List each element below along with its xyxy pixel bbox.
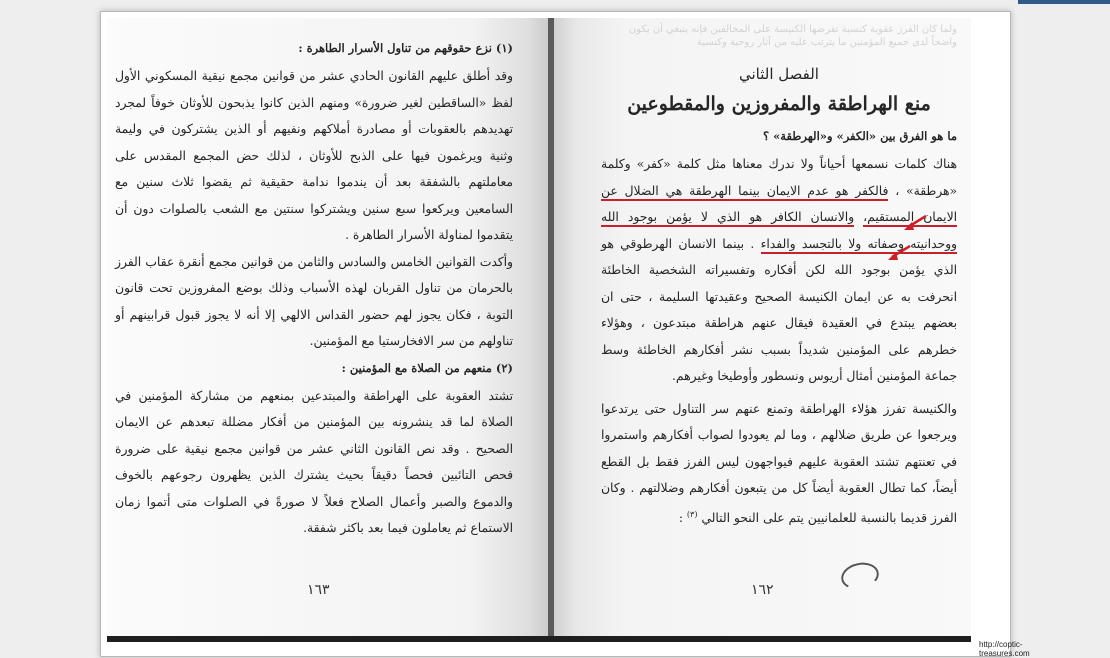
right-paragraph-2: [601, 396, 957, 532]
left-paragraph-1: وقد أطلق عليهم القانون الحادي عشر من قوانين مجمع نيقية المسكوني الأول لفظ «الساقطين لغير ضرورة» ومنهم الذين كانوا يذبحون للأوثان خوفاً لمجرد تهديدهم بالعقوبات أو مصادرة أملاكهم ونفيهم أو الذين يشتركون في وليمة وثنية ويرغمون فيها على الذبح للأوثان ، لذلك حض المجمع المقدس على معاملتهم بالشفقة بعد أن يندموا ندامة حقيقية ثم يقضوا ثلاث سنين مع السامعين ويركعوا سبع سنين ويشتركوا سنتين مع الشعب بالصلوات دون أن يتقدموا لمناولة الأسرار الطاهرة .: [115, 69, 513, 242]
right-paragraph-1: [601, 151, 957, 390]
left-page: [107, 18, 551, 638]
underlined-definition-2: والانسان الكافر هو الذي لا يؤمن بوجود الله ووحدانيته وصفاته ولا بالتجسد والفداء: [601, 210, 957, 254]
page-number-left: ١٦٣: [307, 582, 330, 598]
window-accent-bar: [1018, 0, 1110, 4]
scanned-book-spread: [107, 18, 971, 642]
red-arrow-icon: [886, 244, 912, 262]
page-number-right: ١٦٢: [751, 582, 774, 598]
paragraph-continuation: . بينما الانسان الهرطوقي هو الذي يؤمن بوجود الله لكن أفكاره وتفسيراته الشخصية الخاطئة انحرفت به عن ايمان الكنيسة الصحيح وعقيدتها السليمة ، حتى ان بعضهم يبتدع في العقيدة فيقال عنهم هراطقة مبتدعون ، وهؤلاء خطرهم على المؤمنين شديداً بسبب نشر أفكارهم الخاطئة وسط جماعة المؤمنين أمثال أريوس ونسطور وأوطيخا وغيرهم.: [601, 236, 957, 383]
ink-circle-mark: [839, 559, 882, 592]
bleed-through-text: ولما كان الفرز عقوبة كنسية تفرضها الكنيسة على المخالفين فإنه ينبغي أن يكون واضحاً لدى جميع المؤمنين ما يترتب عليه من آثار روحية وكنسية: [628, 24, 957, 48]
section-heading-1: (١) نزع حقوقهم من تناول الأسرار الطاهرة :: [298, 41, 513, 55]
image-viewer[interactable]: [100, 11, 1030, 658]
chapter-title: منع الهراطقة والمفروزين والمقطوعين: [627, 93, 931, 115]
source-watermark: http://coptic-treasures.com: [979, 640, 1030, 658]
footnote-marker: (٣): [686, 509, 698, 519]
paragraph-2-text: والكنيسة تفرز هؤلاء الهراطقة وتمنع عنهم سر التناول حتى يرتدعوا ويرجعوا عن طريق ضلالهم ، وما لم يعودوا لصواب أفكارهم واستمروا في تعنتهم تشتد العقوبة عليهم فيواجهون ليس الفرز فقط بل القطع أيضاً، كما تطال العقوبة أيضاً كل من يتبعون أفكارهم وضلالتهم . وكان الفرز قديما بالنسبة للعلمانيين يتم على النحو التالي: [601, 401, 957, 525]
paragraph-2-end: :: [678, 510, 683, 525]
left-paragraph-2: وأكدت القوانين الخامس والسادس والثامن من قوانين مجمع أنقرة عقاب الفرز بالحرمان من تناول القربان لهذه الأسباب وذلك بوضع المفروزين تحت قانون التوبة ، فكان يجوز لهم حضور القداس الالهي إلا أنه لا يجوز قبول قرابينهم أو تناولهم من سر الافخارستيا مع المؤمنين.: [115, 254, 513, 348]
underlined-definition-1: فالكفر هو عدم الايمان بينما الهرطقة هي الضلال عن الايمان المستقيم،: [601, 184, 957, 228]
paragraph-intro: هناك كلمات نسمعها أحياناً ولا ندرك معناها مثل كلمة «كفر» وكلمة «هرطقة» ،: [601, 157, 958, 198]
chapter-label: الفصل الثاني: [739, 65, 819, 83]
left-paragraph-3: تشتد العقوبة على الهراطقة والمبتدعين بمنعهم من مشاركة المؤمنين في الصلاة لما قد ينشرونه بين المؤمنين من أفكار مضللة تبعدهم عن الايمان الصحيح . وقد نص القانون الثاني عشر من قوانين مجمع نيقية على ضرورة فحص التائبين فحصاً دقيقاً بحيث يشترك الذين يظهرون رجوعهم بالخوف والدموع والصبر وأعمال الصلاح فعلاً لا صورةً في الصلوات متى أتموا زمان الاستماع ثم يعاملون فيما بعد باكثر شفقة.: [115, 388, 513, 535]
section-heading-2: (٢) منعهم من الصلاة مع المؤمنين :: [341, 360, 513, 375]
red-arrow-icon: [902, 214, 928, 232]
book-spine: [548, 18, 554, 638]
right-page: [551, 18, 971, 638]
scan-bottom-edge: [107, 636, 971, 642]
question-heading: ما هو الفرق بين «الكفر» و«الهرطقة» ؟: [762, 129, 957, 143]
